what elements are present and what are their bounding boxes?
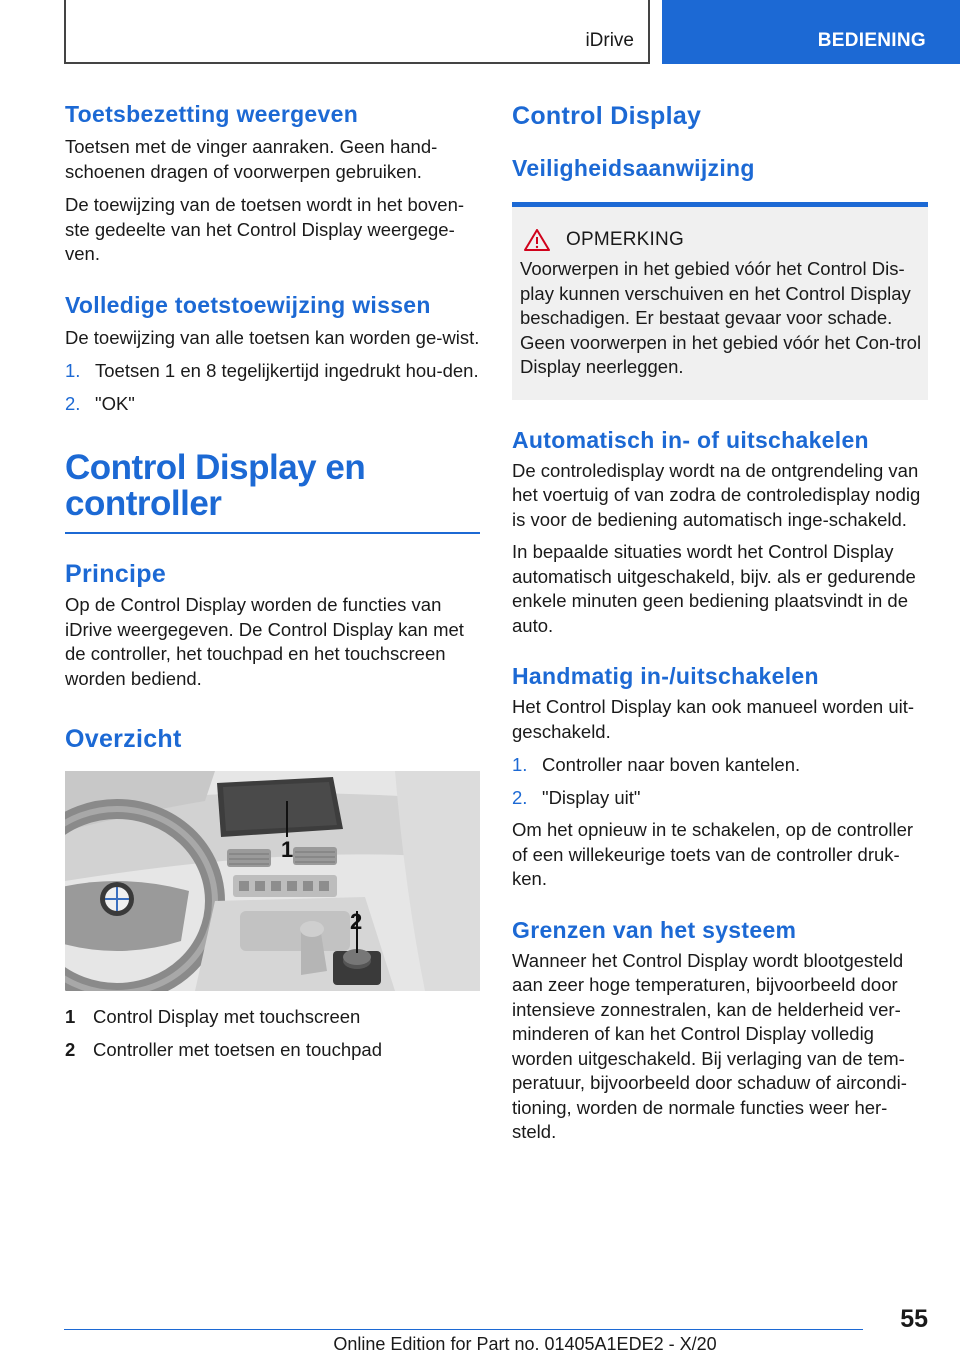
auto-paragraph-1: De controledisplay wordt na de ontgrendeling van het voertuig of van zodra de controledisplay nodig is voor de bediening automatisch inge-schakeld. — [512, 459, 921, 530]
list-number: 1. — [512, 754, 528, 775]
handmatig-paragraph: Het Control Display kan ook manueel worden uit-geschakeld. — [512, 696, 915, 742]
figure-label-2: 2 — [350, 909, 363, 934]
grenzen-heading: Grenzen van het systeem — [512, 916, 797, 943]
header-title: iDrive — [585, 30, 634, 51]
right-column — [512, 100, 928, 1145]
handmatig-heading: Handmatig in-/uitschakelen — [512, 663, 819, 689]
list-number: 2. — [65, 392, 81, 414]
wissen-steps-list — [65, 359, 480, 416]
page-number: 55 — [900, 1305, 928, 1333]
principe-heading: Principe — [65, 560, 167, 588]
legend-text: Control Display met touchscreen — [93, 1006, 361, 1027]
footer-edition-text: Online Edition for Part no. 01405A1EDE2 - X/20 — [333, 1334, 717, 1354]
legend-item — [65, 1038, 480, 1063]
principe-paragraph: Op de Control Display worden de functies van iDrive weergegeven. De Control Display kan met de controller, het touchpad en het touchscreen worden bediend. — [65, 594, 464, 689]
legend-item — [65, 1005, 480, 1030]
legend-number: 2 — [65, 1038, 76, 1060]
heading-rule — [65, 532, 480, 534]
grenzen-paragraph: Wanneer het Control Display wordt blootgesteld aan zeer hoge temperaturen, bijvoorbeeld door intensieve zonnestralen, kan de helderheid ver-minderen of kan het Control Display volledig worden uitgeschakeld. Bij verlaging van de tem-peratuur, bijvoorbeeld door schaduw of aircondi-tioning, worden de normale functies weer her-steld. — [512, 949, 907, 1142]
auto-heading: Automatisch in- of uitschakelen — [512, 426, 869, 453]
left-column — [65, 100, 480, 1062]
list-text: Toetsen 1 en 8 tegelijkertijd ingedrukt hou-den. — [95, 360, 479, 381]
list-number: 2. — [512, 786, 528, 808]
overzicht-heading: Overzicht — [65, 725, 182, 753]
list-text: "OK" — [95, 392, 135, 414]
cockpit-figure — [65, 771, 480, 991]
toets-paragraph-1: Toetsen met de vinger aanraken. Geen hand-schoenen dragen of voorwerpen gebruiken. — [65, 136, 438, 182]
main-heading: Control Display en controller — [65, 448, 366, 523]
legend-text: Controller met toetsen en touchpad — [93, 1038, 382, 1060]
toets-heading: Toetsbezetting weergeven — [65, 101, 359, 127]
wissen-heading: Volledige toetstoewijzing wissen — [65, 291, 431, 318]
figure-label-1: 1 — [281, 837, 294, 862]
list-number: 1. — [65, 360, 81, 381]
handmatig-paragraph-2: Om het opnieuw in te schakelen, op de controller of een willekeurige toets van de controller druk-ken. — [512, 819, 914, 889]
list-text: Controller naar boven kantelen. — [542, 754, 801, 775]
header-title-box — [64, 0, 650, 64]
header-section-tab: BEDIENING — [662, 0, 960, 64]
list-item — [512, 753, 928, 778]
list-item — [65, 359, 480, 384]
note-title: OPMERKING — [566, 229, 684, 250]
veiligheid-heading: Veiligheidsaanwijzing — [512, 155, 755, 181]
wissen-paragraph: De toewijzing van alle toetsen kan worden ge-wist. — [65, 326, 480, 348]
list-text: "Display uit" — [542, 786, 641, 808]
figure-legend — [65, 1005, 480, 1062]
toets-paragraph-2: De toewijzing van de toetsen wordt in het boven-ste gedeelte van het Control Display weergege-ven. — [65, 194, 465, 264]
list-item — [512, 786, 928, 811]
auto-paragraph-2: In bepaalde situaties wordt het Control Display automatisch uitgeschakeld, bijv. als er gedurende enkele minuten geen bediening plaatsvindt in de auto. — [512, 541, 916, 636]
handmatig-steps-list — [512, 753, 928, 810]
control-display-heading: Control Display — [512, 102, 702, 130]
note-header — [520, 229, 922, 251]
footer-rule — [64, 1329, 863, 1330]
note-box — [512, 202, 928, 400]
legend-number: 1 — [65, 1006, 76, 1027]
warning-icon — [524, 229, 550, 251]
note-text: Voorwerpen in het gebied vóór het Control Dis-play kunnen verschuiven en het Control Display beschadigen. Er bestaat gevaar voor schade. Geen voorwerpen in het gebied vóór het Con-trol Display neerleggen. — [520, 258, 922, 377]
cockpit-illustration — [65, 771, 480, 991]
list-item — [65, 392, 480, 417]
